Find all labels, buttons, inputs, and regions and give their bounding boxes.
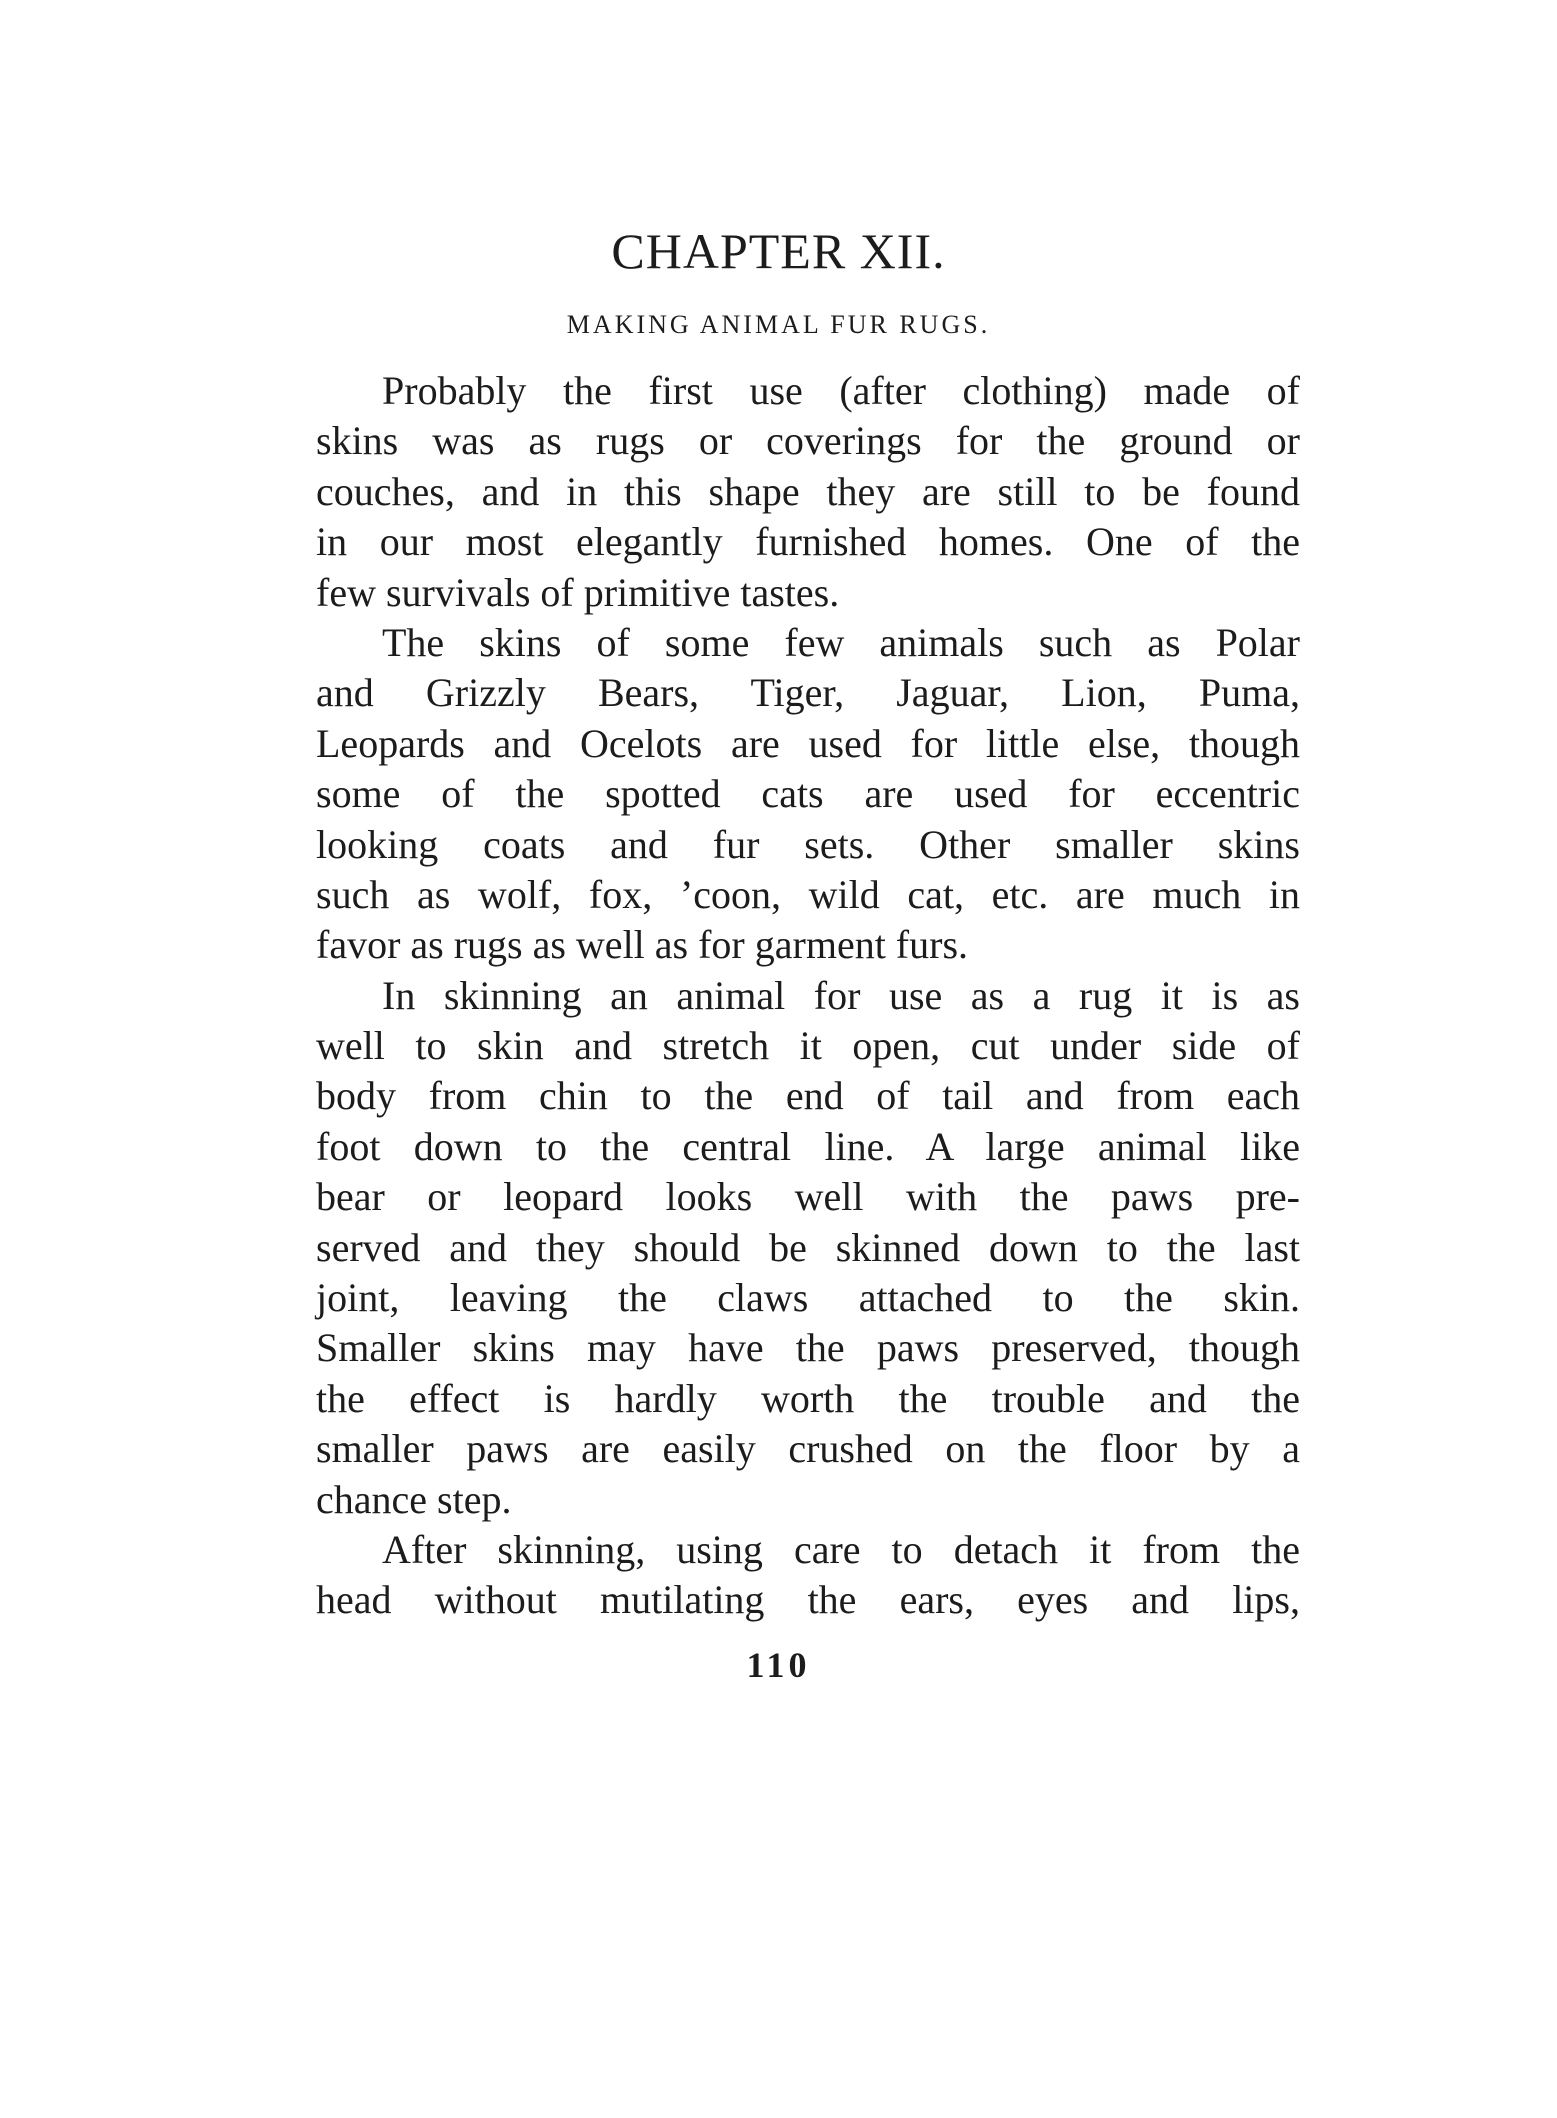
text-line: After skinning, using care to detach it from the bbox=[382, 1526, 1300, 1572]
text-line: well to skin and stretch it open, cut under side of bbox=[316, 1023, 1300, 1069]
text-line: served and they should be skinned down to the last bbox=[316, 1224, 1300, 1270]
text-line: smaller paws are easily crushed on the floor by a bbox=[316, 1426, 1300, 1472]
text-line: bear or leopard looks well with the paws pre- bbox=[316, 1174, 1300, 1220]
text-line: looking coats and fur sets. Other smaller skins bbox=[316, 821, 1300, 867]
text-line: the effect is hardly worth the trouble and the bbox=[316, 1375, 1300, 1421]
text-line: favor as rugs as well as for garment furs. bbox=[316, 922, 969, 968]
text-line: The skins of some few animals such as Polar bbox=[382, 619, 1300, 665]
text-line: In skinning an animal for use as a rug it is as bbox=[382, 972, 1300, 1018]
text-line: some of the spotted cats are used for eccentric bbox=[316, 771, 1300, 817]
text-line: joint, leaving the claws attached to the skin. bbox=[316, 1275, 1300, 1321]
text-line: Smaller skins may have the paws preserved, though bbox=[316, 1325, 1300, 1371]
text-line: Leopards and Ocelots are used for little else, though bbox=[316, 720, 1300, 766]
text-line: head without mutilating the ears, eyes and lips, bbox=[316, 1577, 1300, 1623]
text-line: chance step. bbox=[316, 1476, 512, 1522]
text-line: and Grizzly Bears, Tiger, Jaguar, Lion, Puma, bbox=[316, 670, 1300, 716]
text-line: couches, and in this shape they are still to be found bbox=[316, 468, 1300, 514]
text-line: in our most elegantly furnished homes. One of the bbox=[316, 519, 1300, 565]
page-number: 110 bbox=[746, 1645, 811, 1685]
body-text bbox=[316, 366, 1300, 1626]
paragraph-2 bbox=[316, 618, 1300, 971]
text-line: skins was as rugs or coverings for the ground or bbox=[316, 418, 1300, 464]
paragraph-3 bbox=[316, 971, 1300, 1525]
chapter-subtitle: MAKING ANIMAL FUR RUGS. bbox=[566, 310, 991, 339]
text-line: such as wolf, fox, ’coon, wild cat, etc. are much in bbox=[316, 871, 1300, 917]
paragraph-4 bbox=[316, 1525, 1300, 1626]
text-line: foot down to the central line. A large animal like bbox=[316, 1123, 1300, 1169]
paragraph-1 bbox=[316, 366, 1300, 618]
text-line: few survivals of primitive tastes. bbox=[316, 569, 840, 615]
text-line: Probably the first use (after clothing) made of bbox=[382, 368, 1300, 413]
text-line: body from chin to the end of tail and from each bbox=[316, 1073, 1300, 1119]
chapter-title: CHAPTER XII. bbox=[611, 223, 946, 279]
